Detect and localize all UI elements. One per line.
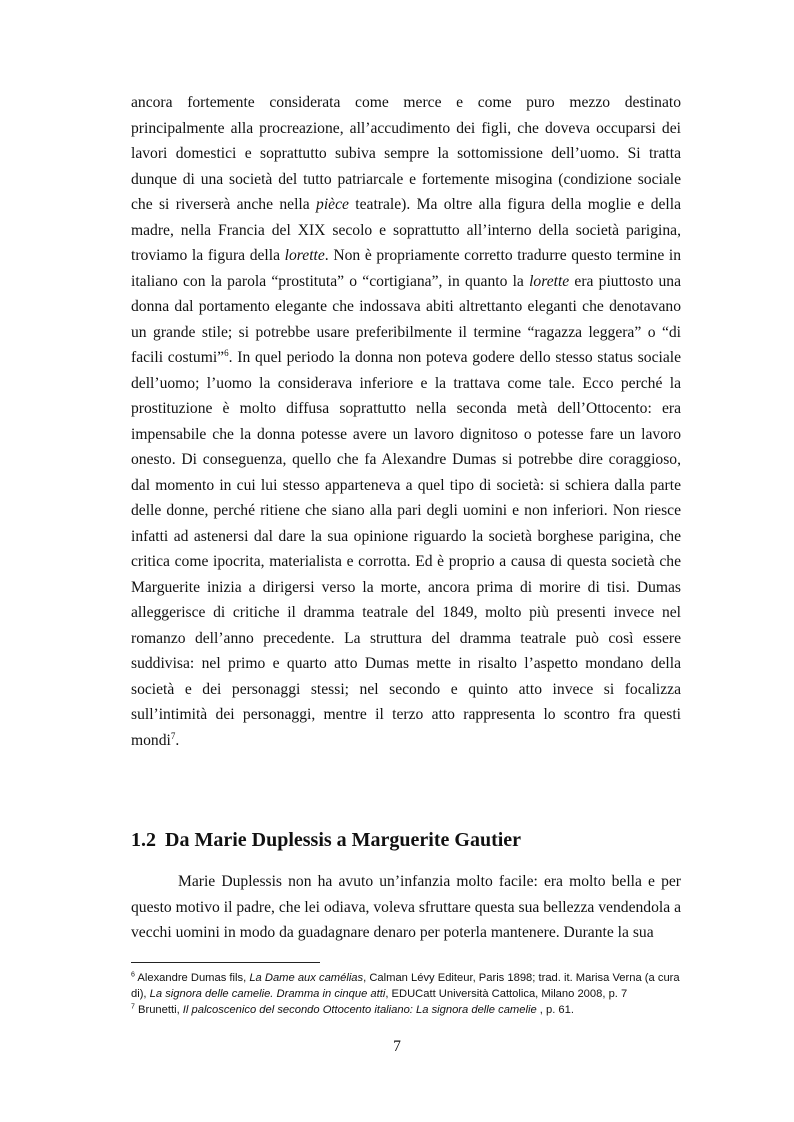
footnote-text: , EDUCatt Università Cattolica, Milano 2008, p. 7 [385, 988, 628, 1000]
footnote [131, 1002, 681, 1018]
paragraph-text: . [175, 731, 180, 749]
italic-term: pièce [316, 196, 349, 213]
footnote-title: Il palcoscenico del secondo Ottocento italiano: La signora delle camelie [182, 1004, 537, 1016]
footnote-separator [131, 962, 320, 963]
footnote-reference: 6 [224, 347, 229, 358]
body-paragraph: Marie Duplessis non ha avuto un’infanzia molto facile: era molto bella e per questo motivo il padre, che lei odiava, voleva sfruttare questa sua bellezza vendendola a vecchi uomini in modo da guadagnare denaro per poterla mantenere. Durante la sua [131, 873, 681, 941]
footnote-marker: 6 [131, 971, 135, 979]
footnote-text: , Calman Lévy Editeur, Paris 1898; trad. it. Marisa Verna (a cura di), [131, 972, 680, 1000]
footnote-text: Alexandre Dumas fils, [134, 972, 250, 984]
footnote-marker: 7 [131, 1003, 135, 1011]
section-title: Da Marie Duplessis a Marguerite Gautier [165, 829, 522, 851]
italic-term: lorette [284, 247, 325, 264]
footnote-reference: 7 [170, 730, 176, 741]
section-number: 1.2 [131, 829, 156, 851]
paragraph-text: teatrale). Ma oltre alla figura della moglie e della madre, nella Francia del XIX secolo e soprattutto all’interno della società parigina, troviamo la figura della [131, 196, 682, 264]
footnote [131, 970, 681, 1002]
footnote-text: Brunetti, [134, 1004, 183, 1016]
italic-term: lorette [529, 272, 570, 290]
footnote-text: , p. 61. [536, 1004, 574, 1016]
footnote-title: La Dame aux camélias [249, 972, 364, 984]
paragraph-text: ancora fortemente considerata come merce e come puro mezzo destinato principalmente alla procreazione, all’accudimento dei figli, che doveva occuparsi dei lavori domestici e soprattutto subiva sempre la sottomissione dell’uomo. Si tratta dunque di una società del tutto patriarcale e fortemente misogina (condizione sociale che si riverserà anche nella [131, 94, 681, 213]
body-paragraph [131, 90, 681, 753]
footnotes [131, 970, 681, 1018]
footnote-title: La signora delle camelie. Dramma in cinque atti [149, 988, 386, 1000]
page-number: 7 [393, 1038, 401, 1055]
paragraph-text: . Non è propriamente corretto tradurre questo termine in italiano con la parola “prostituta” o “cortigiana”, in quanto la [131, 247, 682, 290]
section-heading [131, 826, 691, 854]
paragraph-text: . In quel periodo la donna non poteva godere dello stesso status sociale dell’uomo; l’uomo la considerava inferiore e la trattava come tale. Ecco perché la prostituzione è molto diffusa soprattutto nella seconda metà dell’Ottocento: era impensabile che la donna potesse avere un lavoro dignitoso o potesse fare un lavoro onesto. Di conseguenza, quello che fa Alexandre Dumas si potrebbe dire coraggioso, dal momento in cui lui stesso apparteneva a quel tipo di società: si schiera dalla parte delle donne, perché ritiene che siano alla pari degli uomini e non inferiori. Non riesce infatti ad astenersi dal dare la sua opinione riguardo la società borghese parigina, che critica come ipocrita, materialista e corrotta. Ed è proprio a causa di questa società che Marguerite inizia a dirigersi verso la morte, ancora prima di morire di tisi. Dumas alleggerisce di critiche il dramma teatrale del 1849, molto più presenti invece nel romanzo dell’anno precedente. La struttura del dramma teatrale può così essere suddivisa: nel primo e quarto atto Dumas mette in risalto l’aspetto mondano della società e dei personaggi stessi; nel secondo e quinto atto invece si focalizza sull’intimità dei personaggi, mentre il terzo atto rappresenta lo scontro fra questi mondi [131, 349, 681, 749]
paragraph-text: era piuttosto una donna dal portamento elegante che indossava abiti altrettanto eleganti che denotavano un grande stile; si potrebbe usare preferibilmente il termine “ragazza leggera” o “di facili costumi” [131, 272, 681, 366]
